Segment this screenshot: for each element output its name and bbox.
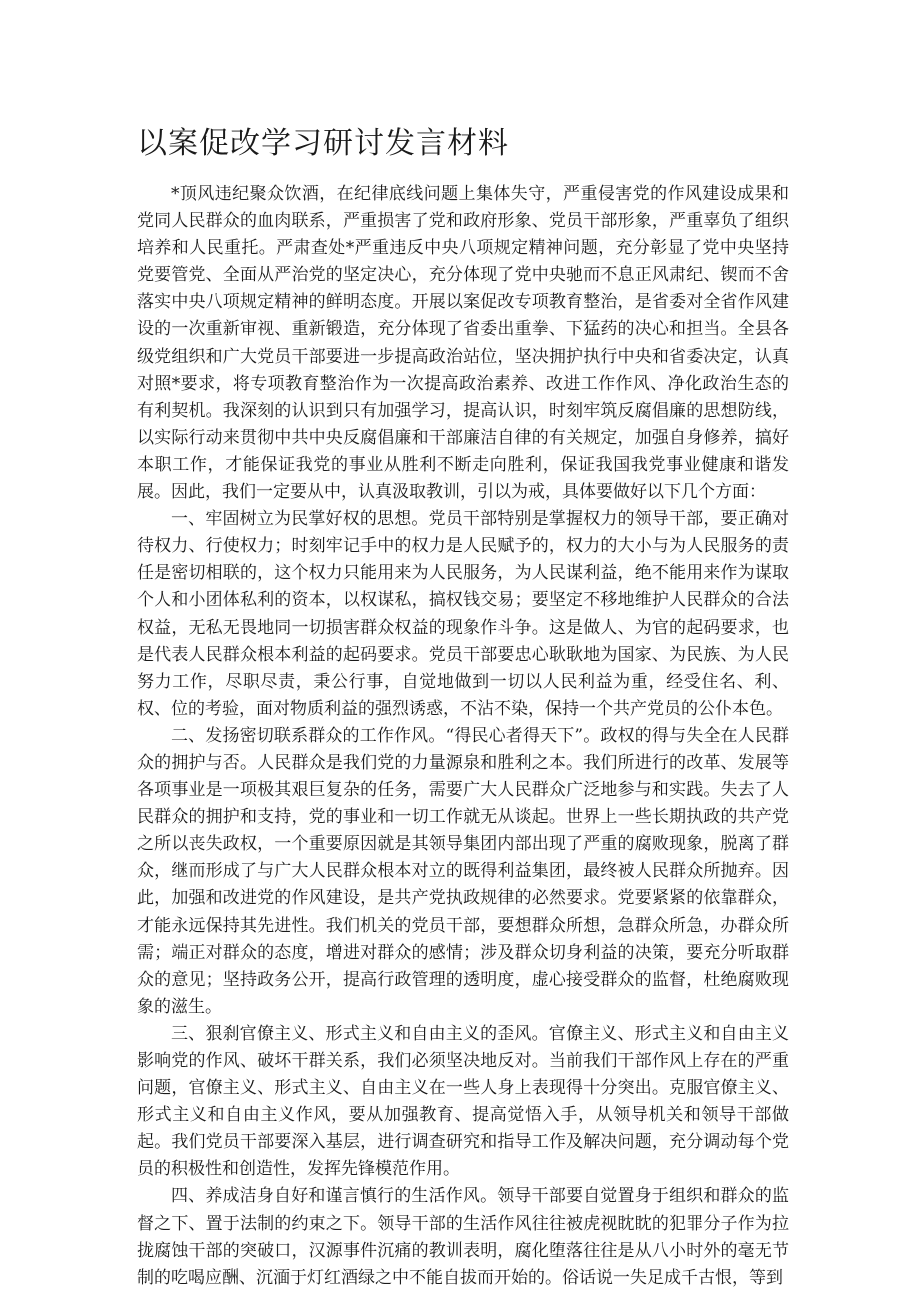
body-paragraph-section-4: 四、养成洁身自好和谨言慎行的生活作风。领导干部要自觉置身于组织和群众的监督之下、置于法制的约束之下。领导干部的生活作风往往被虎视眈眈的犯罪分子作为拉拢腐蚀干部的突破口，汉源事件沉痛的教训表明，腐化堕落往往是从八小时外的毫无节制的吃喝应酬、沉湎于灯红酒绿之中不能自拔而开始的。俗话说一失足成千古恨，等到 [137, 1186, 789, 1288]
body-paragraph-section-3: 三、狠刹官僚主义、形式主义和自由主义的歪风。官僚主义、形式主义和自由主义影响党的作风、破坏干群关系，我们必须坚决地反对。当前我们干部作风上存在的严重问题，官僚主义、形式主义、自由主义在一些人身上表现得十分突出。克服官僚主义、形式主义和自由主义作风，要从加强教育、提高觉悟入手，从领导机关和领导干部做起。我们党员干部要深入基层，进行调查研究和指导工作及解决问题，充分调动每个党员的积极性和创造性，发挥先锋模范作用。 [137, 1023, 789, 1180]
document-body [137, 181, 789, 1292]
body-paragraph-section-1: 一、牢固树立为民掌好权的思想。党员干部特别是掌握权力的领导干部，要正确对待权力、行使权力；时刻牢记手中的权力是人民赋予的，权力的大小与为人民服务的责任是密切相联的，这个权力只能用来为人民服务，为人民谋利益，绝不能用来作为谋取个人和小团体私利的资本，以权谋私，搞权钱交易；要坚定不移地维护人民群众的合法权益，无私无畏地同一切损害群众权益的现象作斗争。这是做人、为官的起码要求，也是代表人民群众根本利益的起码要求。党员干部要忠心耿耿地为国家、为民族、为人民努力工作，尽职尽责，秉公行事，自觉地做到一切以人民利益为重，经受住名、利、权、位的考验，面对物质利益的强烈诱惑，不沾不染，保持一个共产党员的公仆本色。 [137, 509, 789, 719]
body-paragraph-section-2: 二、发扬密切联系群众的工作作风。“得民心者得天下”。政权的得与失全在人民群众的拥护与否。人民群众是我们党的力量源泉和胜利之本。我们所进行的改革、发展等各项事业是一项极其艰巨复杂的任务，需要广大人民群众广泛地参与和实践。失去了人民群众的拥护和支持，党的事业和一切工作就无从谈起。世界上一些长期执政的共产党之所以丧失政权，一个重要原因就是其领导集团内部出现了严重的腐败现象，脱离了群众，继而形成了与广大人民群众根本对立的既得利益集团，最终被人民群众所抛弃。因此，加强和改进党的作风建设，是共产党执政规律的必然要求。党要紧紧的依靠群众，才能永远保持其先进性。我们机关的党员干部，要想群众所想，急群众所急，办群众所需；端正对群众的态度，增进对群众的感情；涉及群众切身利益的决策，要充分听取群众的意见；坚持政务公开，提高行政管理的透明度，虚心接受群众的监督，杜绝腐败现象的滋生。 [137, 725, 789, 1017]
document-title: 以案促改学习研讨发言材料 [137, 126, 509, 161]
body-paragraph-intro: *顶风违纪聚众饮酒，在纪律底线问题上集体失守，严重侵害党的作风建设成果和党同人民群众的血肉联系，严重损害了党和政府形象、党员干部形象，严重辜负了组织培养和人民重托。严肃查处*严重违反中央八项规定精神问题，充分彰显了党中央坚持党要管党、全面从严治党的坚定决心，充分体现了党中央驰而不息正风肃纪、锲而不舍落实中央八项规定精神的鲜明态度。开展以案促改专项教育整治，是省委对全省作风建设的一次重新审视、重新锻造，充分体现了省委出重拳、下猛药的决心和担当。全县各级党组织和广大党员干部要进一步提高政治站位，坚决拥护执行中央和省委决定，认真对照*要求，将专项教育整治作为一次提高政治素养、改进工作作风、净化政治生态的有利契机。我深刻的认识到只有加强学习，提高认识，时刻牢筑反腐倡廉的思想防线，以实际行动来贯彻中共中央反腐倡廉和干部廉洁自律的有关规定，加强自身修养，搞好本职工作，才能保证我党的事业从胜利不断走向胜利，保证我国我党事业健康和谐发展。因此，我们一定要从中，认真汲取教训，引以为戒，具体要做好以下几个方面： [137, 184, 789, 503]
